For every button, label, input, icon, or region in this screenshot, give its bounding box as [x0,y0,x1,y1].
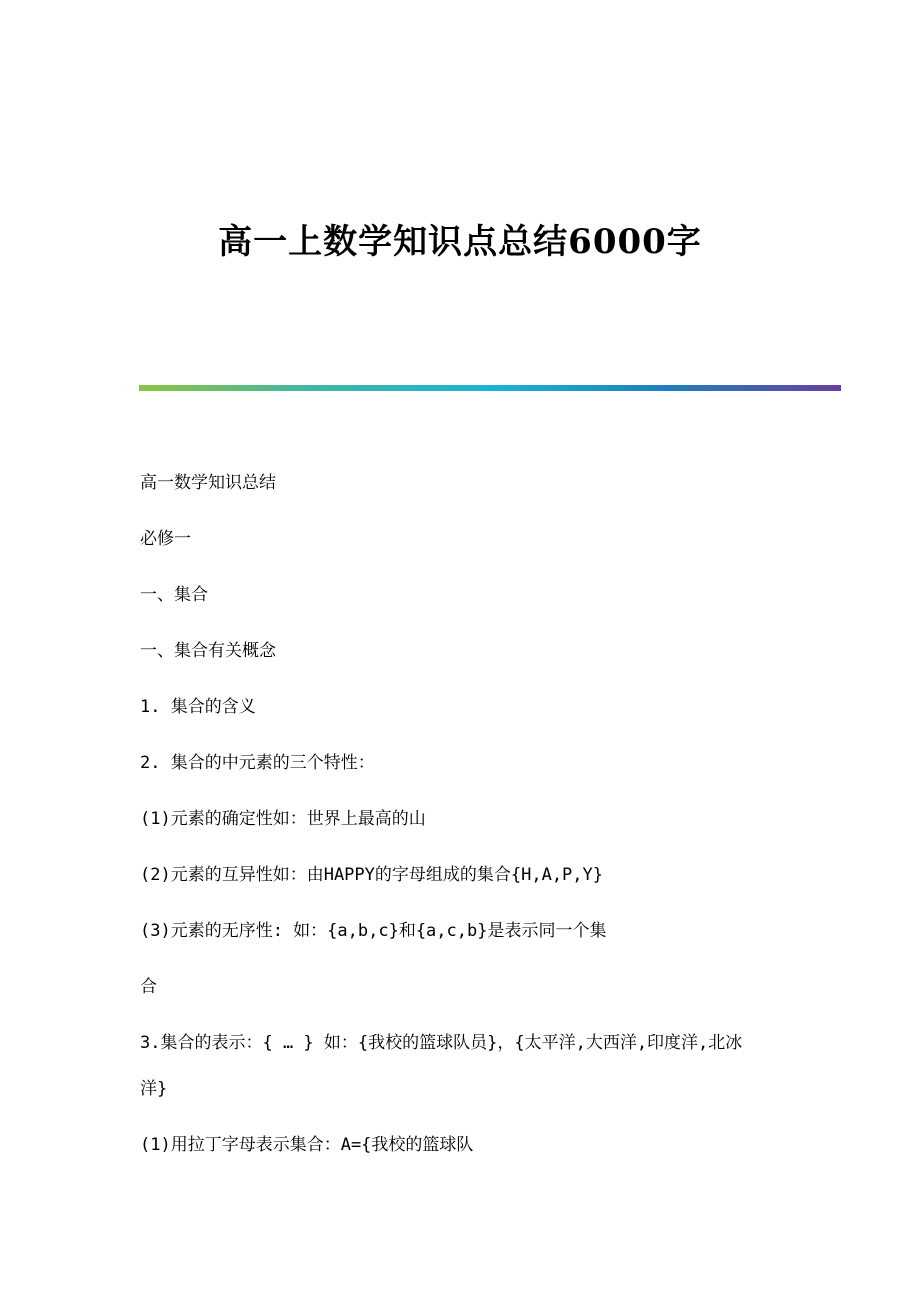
topic-heading: 一、集合有关概念 [140,641,276,661]
paragraph-line: (1)元素的确定性如：世界上最高的山 [140,809,426,829]
section-heading: 高一数学知识总结 [140,473,276,493]
paragraph-line: 3.集合的表示：{ … } 如：{我校的篮球队员}，{太平洋,大西洋,印度洋,北冰 [140,1033,743,1053]
paragraph-line: 洋} [140,1079,168,1099]
paragraph-line: (1)用拉丁字母表示集合：A={我校的篮球队 [140,1135,474,1155]
paragraph-line: 合 [140,977,157,997]
paragraph-line: (2)元素的互异性如：由HAPPY的字母组成的集合{H,A,P,Y} [140,865,603,885]
subsection-heading: 必修一 [140,529,191,549]
paragraph-line: 2. 集合的中元素的三个特性： [140,753,375,773]
chapter-heading: 一、集合 [140,585,208,605]
document-title: 高一上数学知识点总结6000字 [218,222,702,262]
title-divider [139,385,841,391]
paragraph-line: 1. 集合的含义 [140,697,256,717]
paragraph-line: (3)元素的无序性: 如：{a,b,c}和{a,c,b}是表示同一个集 [140,921,607,941]
